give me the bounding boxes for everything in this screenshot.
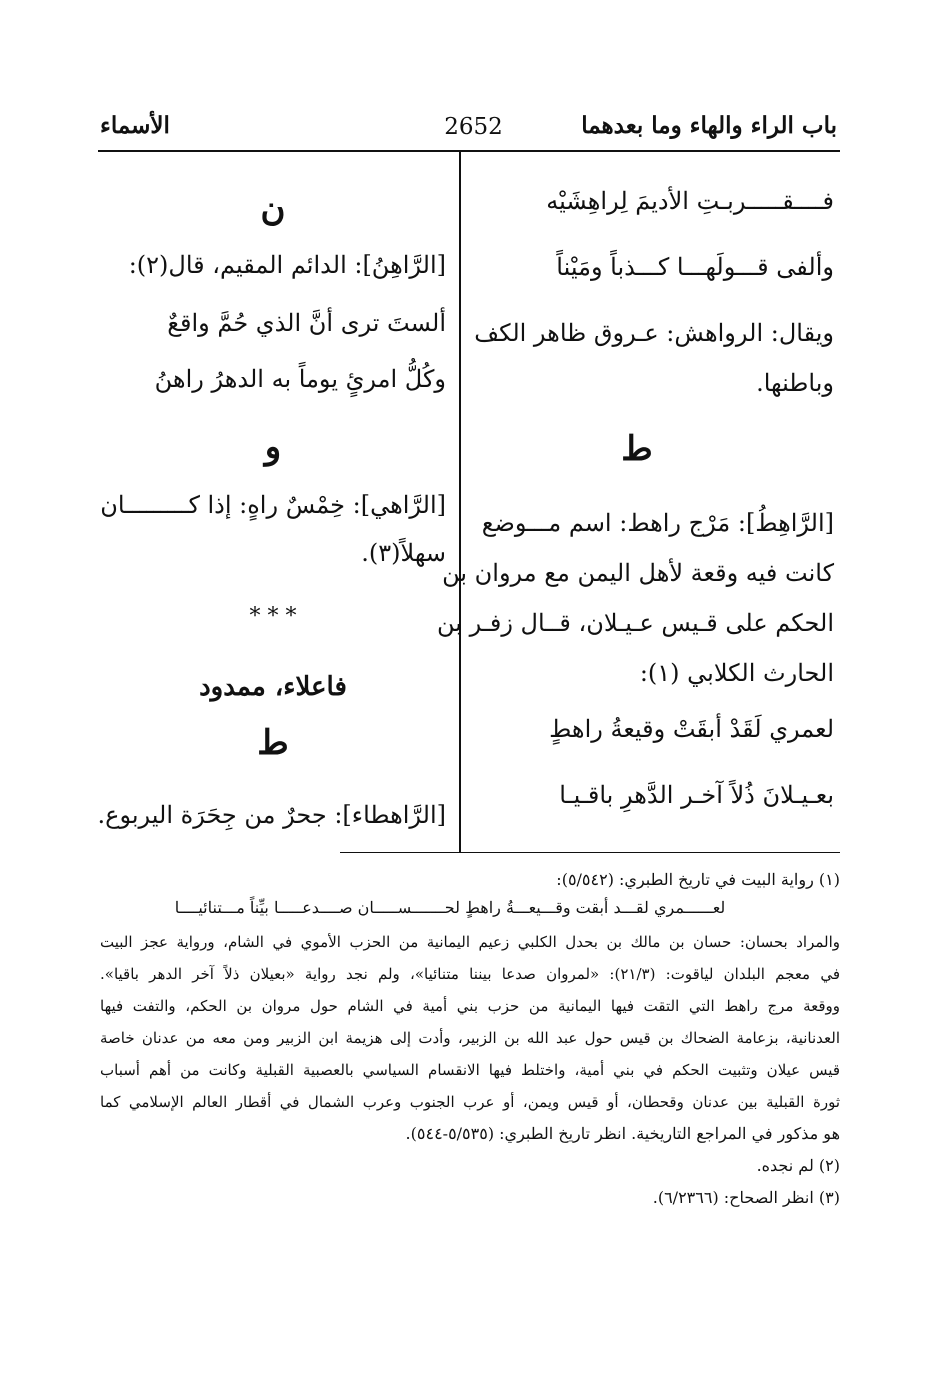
- verse-line: لعمري لَقَدْ أبقَتْ وقيعةُ راهطٍ: [549, 715, 834, 743]
- footnote-1-line: في معجم البلدان لياقوت: (٢١/٣): «لمروان صدعا بيننا متنائيا»، ولم نجد رواية «بعيلان ذلاً آخر الدهر باقيا».: [100, 965, 840, 983]
- column-divider: [459, 152, 461, 852]
- verse-line: وكُلُّ امرئٍ يوماً به الدهرُ راهنُ: [154, 365, 446, 393]
- section-separator-stars: * * *: [249, 604, 297, 629]
- text-line: كانت فيه وقعة لأهل اليمن مع مروان بن: [442, 559, 834, 587]
- footnote-1: (١) رواية البيت في تاريخ الطبري: (٥/٥٤٢):: [556, 870, 840, 889]
- entry-line: [الرَّاهِطُ]: مَرْج راهط: اسم مـــوضع: [481, 509, 834, 537]
- left-column: [97, 0, 446, 850]
- entry-line: [الرَّاهطاء]: جحرٌ من جِحَرَة اليربوع.: [97, 801, 446, 829]
- footnote-rule: [340, 852, 840, 853]
- running-head-section: الأسماء: [100, 112, 170, 139]
- right-column: [437, 0, 834, 850]
- text-line: وباطنها.: [756, 369, 834, 397]
- page-number: 2652: [444, 114, 503, 140]
- running-head-chapter: باب الراء والهاء وما بعدهما: [581, 112, 837, 139]
- footnote-1-line: هو مذكور في المراجع التاريخية. انظر تاريخ الطبري: (٥/٥٣٥-٥٤٤).: [405, 1124, 840, 1143]
- footnote-1-verse: لعــــــمري لقـــد أبقت وقـــيعـــةُ راهطٍ لحـــــــســـــان صــــدعـــــا بيِّناً مـــتنائيــــا: [174, 898, 726, 917]
- verse-line: فــــقـــــربـتِ الأديمَ لِراهِشَيْه: [546, 187, 834, 215]
- footnote-1-line: ووقعة مرج راهط التي التقت فيها اليمانية من حزب بني أمية في الشام حول مروان بن الحكم، والتفت فيها: [100, 997, 840, 1015]
- verse-line: وألفى قـــولَهـــا كـــذباً ومَيْناً: [556, 253, 834, 281]
- entry-line: [الرَّاهي]: خِمْسٌ راهٍ: إذا كـــــــــان: [100, 491, 446, 519]
- text-line: الحارث الكلابي (١):: [639, 659, 834, 687]
- footnote-1-line: العدنانية، بزعامة الضحاك بن قيس حول عبد الله بن الزبير، وأدت إلى هزيمة ابن الزبير ومن معه من عدنان خاصة: [100, 1029, 840, 1047]
- verse-line: بعـيـلانَ ذُلاً آخـر الدَّهرِ باقـيـا: [559, 781, 834, 809]
- section-letter: ن: [260, 189, 286, 229]
- section-letter: و: [264, 427, 282, 467]
- footnote-3: (٣) انظر الصحاح: (٦/٢٣٦٦).: [652, 1188, 840, 1207]
- footnote-1-line: ثورة القبلية بين عدنان وقحطان، أو قيس ويمن، أو عرب الجنوب وعرب الشمال في أقطار العالم الإسلامي كما: [100, 1093, 840, 1111]
- section-letter: ط: [257, 723, 289, 763]
- entry-line: [الرَّاهِنُ]: الدائم المقيم، قال(٢):: [128, 251, 446, 279]
- footnote-1-line: قيس عيلان وتثبيت الحكم في بني أمية، واختلط فيها الانقسام السياسي بالعصبية القبلية وكانت من أهم أسباب: [100, 1061, 840, 1079]
- footnote-2: (٢) لم نجده.: [756, 1156, 840, 1175]
- text-line: الحكم على قـيس عـيـلان، قــال زفـر بن: [437, 609, 834, 637]
- text-line: ويقال: الرواهش: عـروق ظاهر الكف: [474, 319, 834, 347]
- section-letter: ط: [621, 429, 653, 469]
- section-heading: فاعلاء، ممدود: [199, 672, 347, 702]
- text-line: سهلاً(٣).: [361, 539, 446, 567]
- verse-line: ألستَ ترى أنَّ الذي حُمَّ واقعٌ: [167, 309, 446, 337]
- footnote-1-line: والمراد بحسان: حسان بن مالك بن بحدل الكلبي زعيم اليمانية من الحزب الأموي في الشام، ورواية عجز البيت: [100, 933, 840, 951]
